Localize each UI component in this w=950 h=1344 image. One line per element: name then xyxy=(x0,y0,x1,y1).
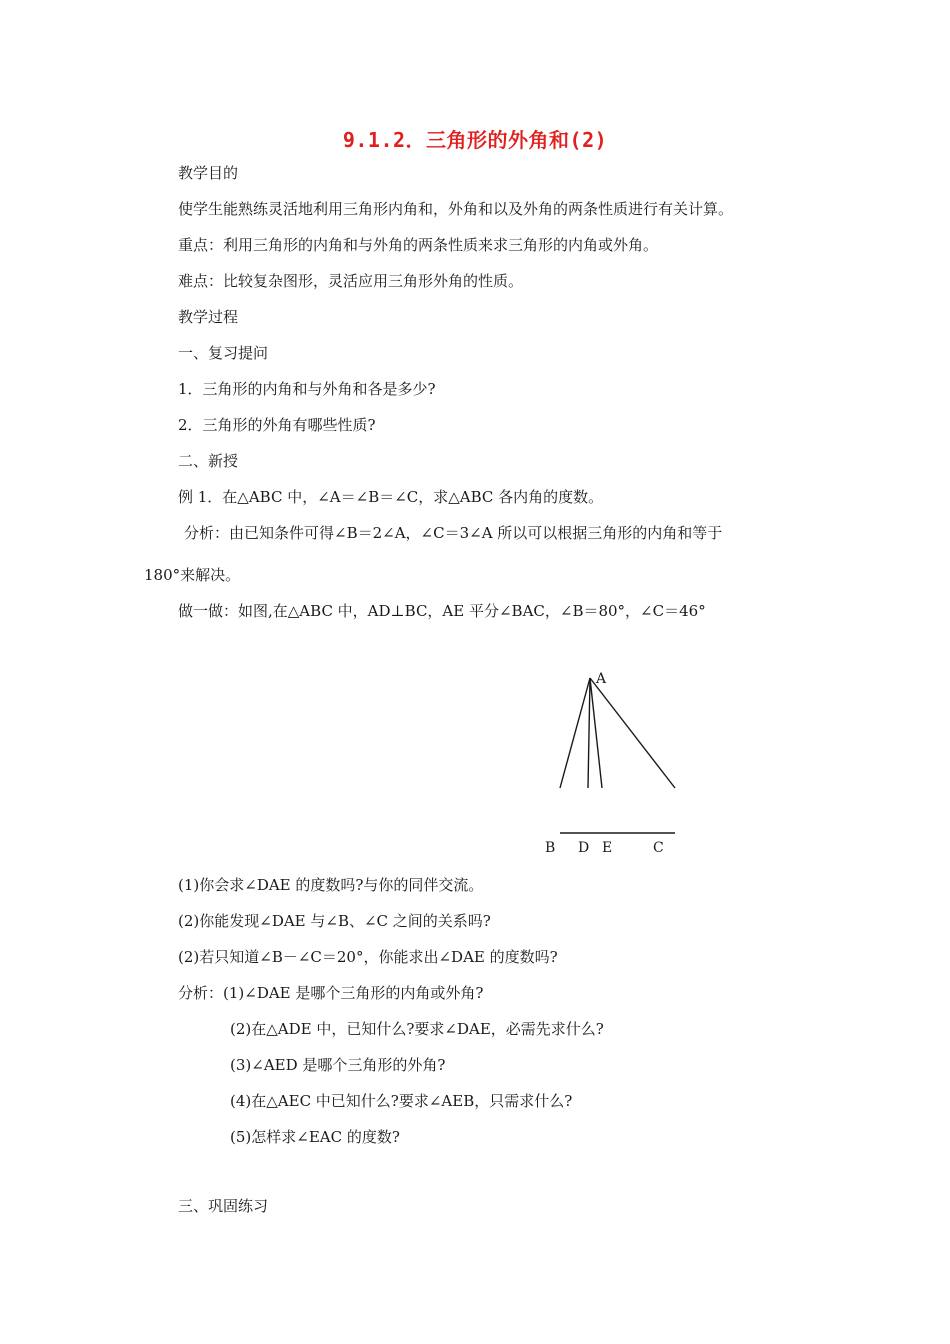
document-title: 9.1.2．三角形的外角和(2) xyxy=(342,128,608,152)
example-1: 例 1．在△ABC 中，∠A＝∠B＝∠C，求△ABC 各内角的度数。 xyxy=(178,488,604,506)
analysis-text: 分析：由已知条件可得∠B＝2∠A，∠C＝3∠A 所以可以根据三角形的内角和等于 xyxy=(184,524,723,542)
side-ac xyxy=(590,678,675,788)
new-lesson-heading: 二、新授 xyxy=(178,452,239,470)
question-1: (1)你会求∠DAE 的度数吗?与你的同伴交流。 xyxy=(178,876,484,894)
bisector-ae xyxy=(590,678,602,788)
vertex-label-c: C xyxy=(653,840,664,856)
analysis-step-5: (5)怎样求∠EAC 的度数? xyxy=(230,1128,400,1146)
point-label-d: D xyxy=(578,840,590,856)
analysis-step-2: (2)在△ADE 中，已知什么?要求∠DAE，必需先求什么? xyxy=(230,1020,604,1038)
objective-text: 使学生能熟练灵活地利用三角形内角和，外角和以及外角的两条性质进行有关计算。 xyxy=(178,200,734,218)
analysis-step-1: 分析：(1)∠DAE 是哪个三角形的内角或外角? xyxy=(178,984,484,1002)
vertex-label-a: A xyxy=(596,671,607,687)
review-heading: 一、复习提问 xyxy=(178,344,269,362)
point-label-e: E xyxy=(602,840,613,856)
vertex-label-b: B xyxy=(545,840,556,856)
side-ab xyxy=(560,678,590,788)
question-3: (2)若只知道∠B－∠C＝20°，你能求出∠DAE 的度数吗? xyxy=(178,948,558,966)
try-it-text: 做一做：如图,在△ABC 中，AD⊥BC，AE 平分∠BAC，∠B＝80°，∠C＝46° xyxy=(178,602,706,620)
section-heading-objectives: 教学目的 xyxy=(178,164,239,182)
analysis-continuation: 180°来解决。 xyxy=(144,566,241,584)
practice-heading: 三、巩固练习 xyxy=(178,1197,269,1215)
section-heading-process: 教学过程 xyxy=(178,308,239,326)
question-2: (2)你能发现∠DAE 与∠B、∠C 之间的关系吗? xyxy=(178,912,491,930)
analysis-step-3: (3)∠AED 是哪个三角形的外角? xyxy=(230,1056,446,1074)
difficulty-text: 难点：比较复杂图形，灵活应用三角形外角的性质。 xyxy=(178,272,524,290)
analysis-step-4: (4)在△AEC 中已知什么?要求∠AEB，只需求什么? xyxy=(230,1092,573,1110)
key-point-text: 重点：利用三角形的内角和与外角的两条性质来求三角形的内角或外角。 xyxy=(178,236,659,254)
review-question-1: 1．三角形的内角和与外角和各是多少? xyxy=(178,380,436,398)
altitude-ad xyxy=(588,678,590,788)
review-question-2: 2．三角形的外角有哪些性质? xyxy=(178,416,376,434)
triangle-figure xyxy=(540,665,700,865)
